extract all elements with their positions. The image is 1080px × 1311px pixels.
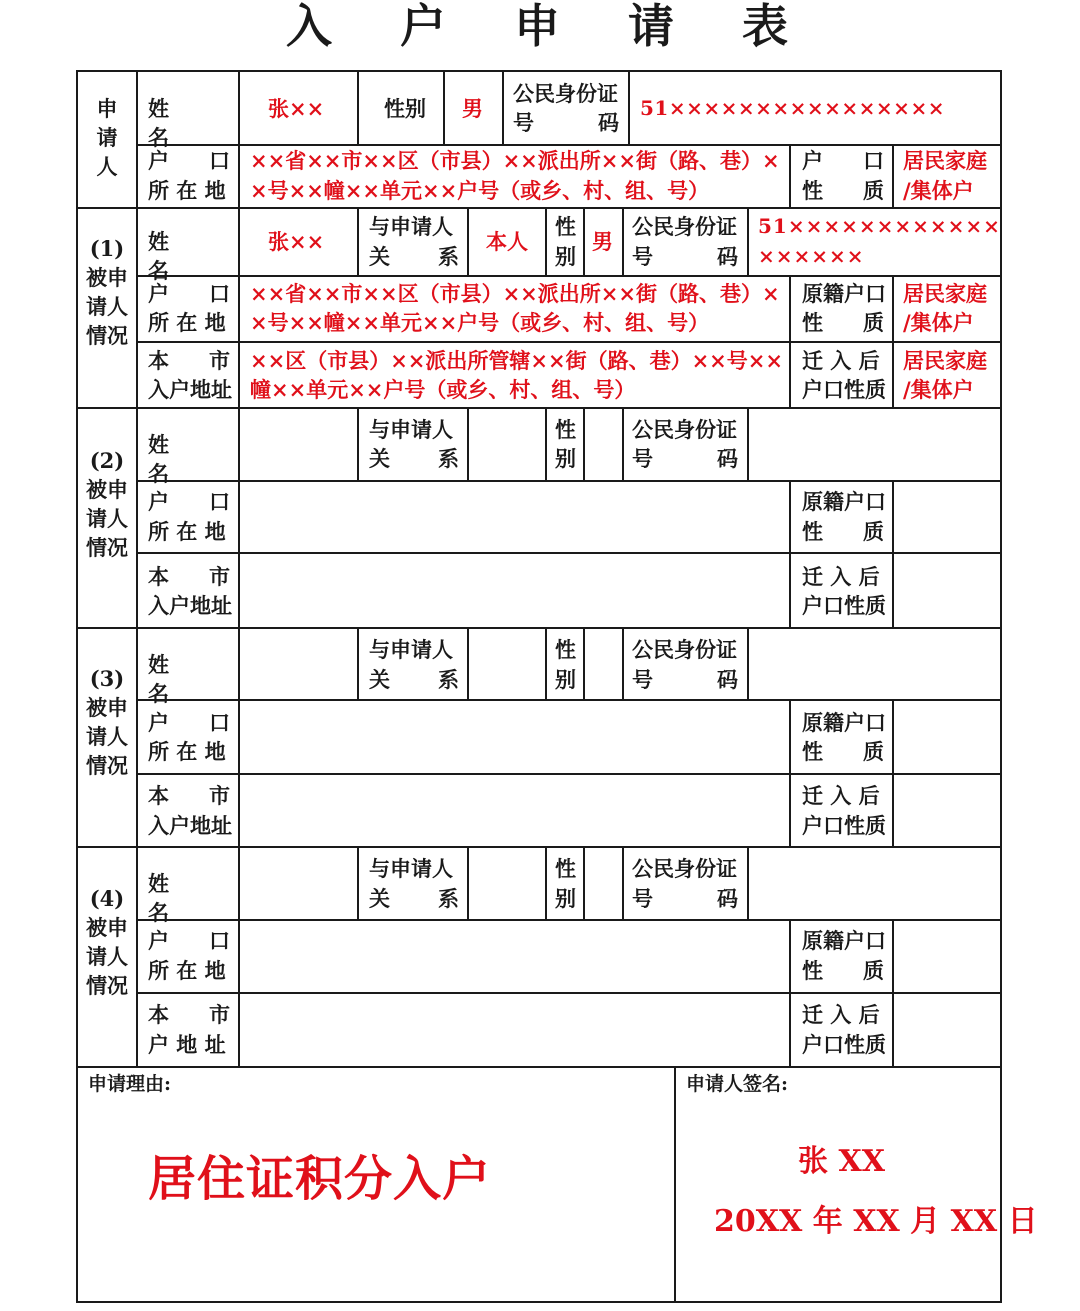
p2-sex-label-line2: 别 [555,446,576,471]
p3-addr-label-line2: 入户地址 [148,813,232,838]
p4-id-label-line2: 号 码 [632,886,738,911]
p3-after-field[interactable] [894,775,1000,846]
p3-sex-label-line2: 别 [555,667,576,692]
id-label-line2: 号 码 [513,110,619,135]
reason-field[interactable]: 居住证积分入户 [148,1151,492,1207]
p4-rel-label-line1: 与申请人 [369,856,453,881]
p2-addr-label-line1: 本 市 [148,564,230,589]
p3-rel-label-line1: 与申请人 [369,637,453,662]
hukou-label-line2: 所 在 地 [148,178,226,203]
p1-addr-line2[interactable]: 幢××单元××户号（或乡、村、组、号） [250,377,636,402]
p1-rel-label-line2: 关 系 [369,244,459,269]
p1-name-field[interactable]: 张×× [268,229,325,254]
p2-rel-field[interactable] [469,409,545,480]
p1-orig-line1[interactable]: 居民家庭 [903,281,987,306]
p1-after-label-line1: 迁 入 后 [802,348,880,373]
p4-after-label-line2: 户口性质 [802,1032,886,1057]
p4-after-label-line1: 迁 入 后 [802,1002,880,1027]
section-2-label: (2) 被申 请人 情况 [86,448,128,560]
p2-id-field[interactable] [749,409,1000,480]
p2-rel-label-line2: 关 系 [369,446,459,471]
signature-date[interactable]: 20XX 年 XX 月 XX 日 [714,1204,1038,1239]
p1-after-line2[interactable]: /集体户 [903,377,974,402]
signature-name[interactable]: 张 XX [798,1144,885,1179]
p3-sex-label-line1: 性 [555,637,576,662]
p3-rel-label-line2: 关 系 [369,667,459,692]
p1-sex-label-line1: 性 [555,214,576,239]
reason-label: 申请理由: [88,1073,172,1095]
applicant-section-label: 申请人 [96,96,118,179]
p4-hukou-label-line1: 户 口 [148,928,230,953]
p4-addr-label-line1: 本 市 [148,1002,230,1027]
p1-hukou-line1[interactable]: ××省××市××区（市县）××派出所××街（路、巷）× [250,281,780,306]
p4-sex-label-line2: 别 [555,886,576,911]
p1-orig-label-line1: 原籍户口 [802,281,886,306]
p1-id-label-line2: 号 码 [632,244,738,269]
applicant-hukou-line1[interactable]: ××省××市××区（市县）××派出所××街（路、巷）× [250,148,780,173]
hukou-label-line1: 户 口 [148,148,230,173]
p4-hukou-label-line2: 所 在 地 [148,958,226,983]
p2-after-label-line2: 户口性质 [802,593,886,618]
p4-name-field[interactable] [240,848,357,919]
p2-after-field[interactable] [894,554,1000,627]
p3-hukou-label-line2: 所 在 地 [148,739,226,764]
p2-sex-field[interactable] [585,409,622,480]
p3-id-field[interactable] [749,629,1000,699]
p4-id-field[interactable] [749,848,1000,919]
sex-label: 性别 [384,96,426,121]
p2-addr-label-line2: 入户地址 [148,593,232,618]
p1-addr-label-line2: 入户地址 [148,377,232,402]
p4-addr-field[interactable] [240,994,789,1066]
p2-after-label-line1: 迁 入 后 [802,564,880,589]
p2-hukou-label-line2: 所 在 地 [148,519,226,544]
p1-after-label-line2: 户口性质 [802,377,886,402]
page-title: 入 户 申 请 表 [285,0,815,53]
section-3-label: (3) 被申 请人 情况 [86,666,128,778]
p2-name-field[interactable] [240,409,357,480]
p4-rel-label-line2: 关 系 [369,886,459,911]
p3-id-label-line1: 公民身份证 [632,637,737,662]
p1-id-field-line2[interactable]: ×××××× [758,244,865,268]
p3-name-field[interactable] [240,629,357,699]
nature-label-line2: 性 质 [802,178,884,203]
p1-addr-label-line1: 本 市 [148,348,230,373]
p2-orig-field[interactable] [894,482,1000,552]
p2-orig-label-line2: 性 质 [802,519,884,544]
p3-hukou-field[interactable] [240,701,789,773]
p2-sex-label-line1: 性 [555,417,576,442]
p4-orig-label-line1: 原籍户口 [802,928,886,953]
p2-rel-label-line1: 与申请人 [369,417,453,442]
signature-label: 申请人签名: [686,1073,789,1095]
p4-after-field[interactable] [894,994,1000,1066]
p4-sex-field[interactable] [585,848,622,919]
p3-after-label-line1: 迁 入 后 [802,783,880,808]
p4-addr-label-line2: 户 地 址 [148,1032,226,1057]
p1-id-field-line1[interactable]: 51×××××××××××× [758,214,1001,238]
p3-orig-label-line1: 原籍户口 [802,710,886,735]
p2-orig-label-line1: 原籍户口 [802,489,886,514]
p3-name-label: 姓 名 [148,652,199,706]
p2-id-label-line2: 号 码 [632,446,738,471]
p1-sex-label-line2: 别 [555,244,576,269]
p4-orig-label-line2: 性 质 [802,958,884,983]
p1-name-label: 姓 名 [148,229,199,283]
p3-rel-field[interactable] [469,629,545,699]
applicant-name-field[interactable]: 张×× [268,96,325,121]
p4-sex-label-line1: 性 [555,856,576,881]
p1-addr-line1[interactable]: ××区（市县）××派出所管辖××街（路、巷）××号×× [250,348,783,373]
p2-id-label-line1: 公民身份证 [632,417,737,442]
applicant-hukou-line2[interactable]: ×号××幢××单元××户号（或乡、村、组、号） [250,178,710,203]
p2-name-label: 姓 名 [148,432,199,486]
p3-sex-field[interactable] [585,629,622,699]
p1-id-label-line1: 公民身份证 [632,214,737,239]
p2-hukou-field[interactable] [240,482,789,552]
p1-sex-field[interactable]: 男 [592,229,613,254]
applicant-sex-field[interactable]: 男 [462,96,483,121]
applicant-id-field[interactable]: 51×××××××××××××××× [640,96,945,120]
name-label: 姓 名 [148,96,199,150]
p4-rel-field[interactable] [469,848,545,919]
section-4-label: (4) 被申 请人 情况 [86,886,128,998]
p3-hukou-label-line1: 户 口 [148,710,230,735]
id-label-line1: 公民身份证 [513,81,618,106]
p3-after-label-line2: 户口性质 [802,813,886,838]
p1-rel-label-line1: 与申请人 [369,214,453,239]
p3-addr-label-line1: 本 市 [148,783,230,808]
p4-hukou-field[interactable] [240,921,789,992]
section-1-label: (1) 被申 请人 情况 [86,236,128,348]
p1-after-line1[interactable]: 居民家庭 [903,348,987,373]
p3-addr-field[interactable] [240,775,789,846]
p1-orig-label-line2: 性 质 [802,310,884,335]
applicant-nature-line1[interactable]: 居民家庭 [903,148,987,173]
p2-addr-field[interactable] [240,554,789,627]
p1-hukou-line2[interactable]: ×号××幢××单元××户号（或乡、村、组、号） [250,310,710,335]
p3-orig-field[interactable] [894,701,1000,773]
p1-orig-line2[interactable]: /集体户 [903,310,974,335]
p4-id-label-line1: 公民身份证 [632,856,737,881]
p1-hukou-label-line2: 所 在 地 [148,310,226,335]
p2-hukou-label-line1: 户 口 [148,489,230,514]
p4-name-label: 姓 名 [148,871,199,925]
p1-rel-field[interactable]: 本人 [486,229,528,254]
p4-orig-field[interactable] [894,921,1000,992]
p3-id-label-line2: 号 码 [632,667,738,692]
applicant-nature-line2[interactable]: /集体户 [903,178,974,203]
nature-label-line1: 户 口 [802,148,884,173]
p1-hukou-label-line1: 户 口 [148,281,230,306]
p3-orig-label-line2: 性 质 [802,739,884,764]
